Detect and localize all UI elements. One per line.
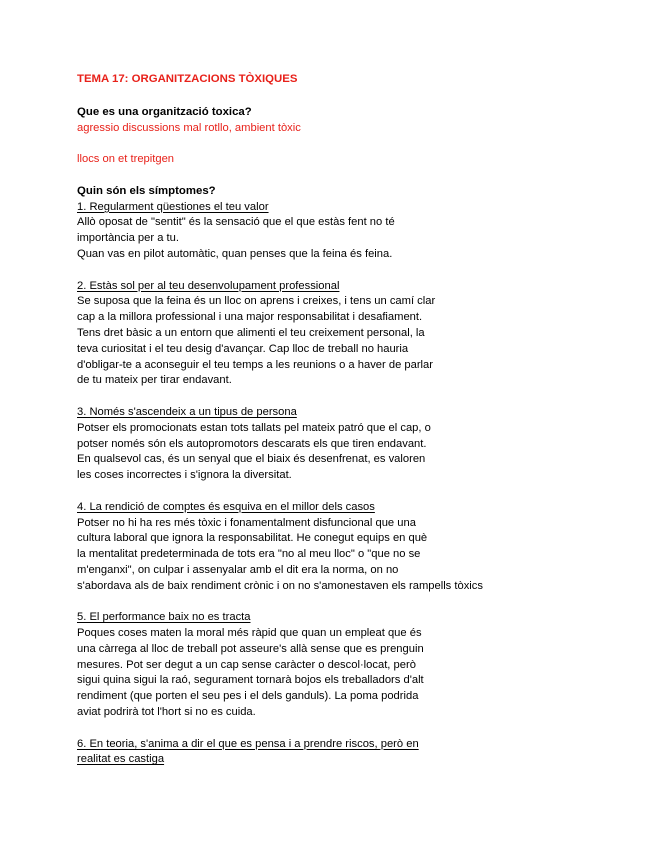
symptom-section	[77, 279, 637, 390]
body-line: rendiment (que porten el seu pes i el dels ganduls). La poma podrida	[77, 690, 419, 703]
body-line: les coses incorrectes i s'ignora la diversitat.	[77, 469, 292, 482]
note-text: llocs on et trepitgen	[77, 153, 175, 166]
symptom-section	[77, 610, 637, 721]
symptom-section	[77, 500, 637, 595]
body-line: Tens dret bàsic a un entorn que alimenti el teu creixement personal, la	[77, 326, 425, 339]
spacer	[77, 168, 637, 184]
symptom-section	[77, 200, 637, 263]
answer-text: agressio discussions mal rotllo, ambient tòxic	[77, 121, 301, 134]
body-line: teva curiositat i el teu desig d'avançar. Cap lloc de treball no hauria	[77, 342, 409, 355]
spacer	[77, 136, 637, 152]
body-line: Quan vas en pilot automàtic, quan penses que la feina és feina.	[77, 247, 393, 260]
document-title: TEMA 17: ORGANITZACIONS TÒXIQUES	[77, 73, 298, 85]
body-line: aviat podrirà tot l'hort si no es cuida.	[77, 706, 256, 719]
body-line: Poques coses maten la moral més ràpid que quan un empleat que és	[77, 627, 422, 640]
section-title: realitat es castiga	[77, 753, 165, 766]
section-title: 6. En teoria, s'anima a dir el que es pensa i a prendre riscos, però en	[77, 737, 419, 750]
body-line: En qualsevol cas, és un senyal que el biaix és desenfrenat, es valoren	[77, 453, 426, 466]
body-line: cap a la millora professional i una major responsabilitat i desafiament.	[77, 311, 423, 324]
section-title: 1. Regularment qüestiones el teu valor	[77, 200, 269, 213]
section-title: 3. Només s'ascendeix a un tipus de persona	[77, 405, 297, 418]
body-line: Potser els promocionats estan tots tallats pel mateix patró que el cap, o	[77, 421, 431, 434]
section-title: 2. Estàs sol per al teu desenvolupament professional	[77, 279, 340, 292]
question-heading-what-is: Que es una organització toxica?	[77, 105, 252, 118]
question-heading-symptoms: Quin són els símptomes?	[77, 184, 216, 197]
body-line: la mentalitat predeterminada de tots era "no al meu lloc" o "que no se	[77, 548, 421, 561]
body-line: importància per a tu.	[77, 232, 179, 245]
body-line: una càrrega al lloc de treball pot asseure's allà sense que es prenguin	[77, 642, 424, 655]
document-page	[77, 72, 637, 784]
body-line: mesures. Pot ser degut a un cap sense caràcter o descol·locat, però	[77, 658, 416, 671]
body-line: cultura laboral que ignora la responsabilitat. He conegut equips en què	[77, 532, 428, 545]
body-line: sigui quina sigui la raó, segurament tornarà bojos els treballadors d'alt	[77, 674, 424, 687]
symptom-section	[77, 737, 637, 769]
section-title: 4. La rendició de comptes és esquiva en el millor dels casos	[77, 500, 375, 513]
body-line: Se suposa que la feina és un lloc on aprens i creixes, i tens un camí clar	[77, 295, 436, 308]
body-line: potser només són els autopromotors descarats els que tiren endavant.	[77, 437, 427, 450]
body-line: d'obligar-te a aconseguir el teu temps a les reunions o a haver de parlar	[77, 358, 433, 371]
symptom-section	[77, 405, 637, 484]
body-line: m'enganxi", on culpar i assenyalar amb el dit era la norma, on no	[77, 563, 399, 576]
body-line: Allò oposat de "sentit" és la sensació que el que estàs fent no té	[77, 216, 395, 229]
body-line: s'abordava als de baix rendiment crònic i on no s'amonestaven els rampells tòxics	[77, 579, 483, 592]
section-title: 5. El performance baix no es tracta	[77, 611, 251, 624]
body-line: de tu mateix per tirar endavant.	[77, 374, 232, 387]
body-line: Potser no hi ha res més tòxic i fonamentalment disfuncional que una	[77, 516, 416, 529]
